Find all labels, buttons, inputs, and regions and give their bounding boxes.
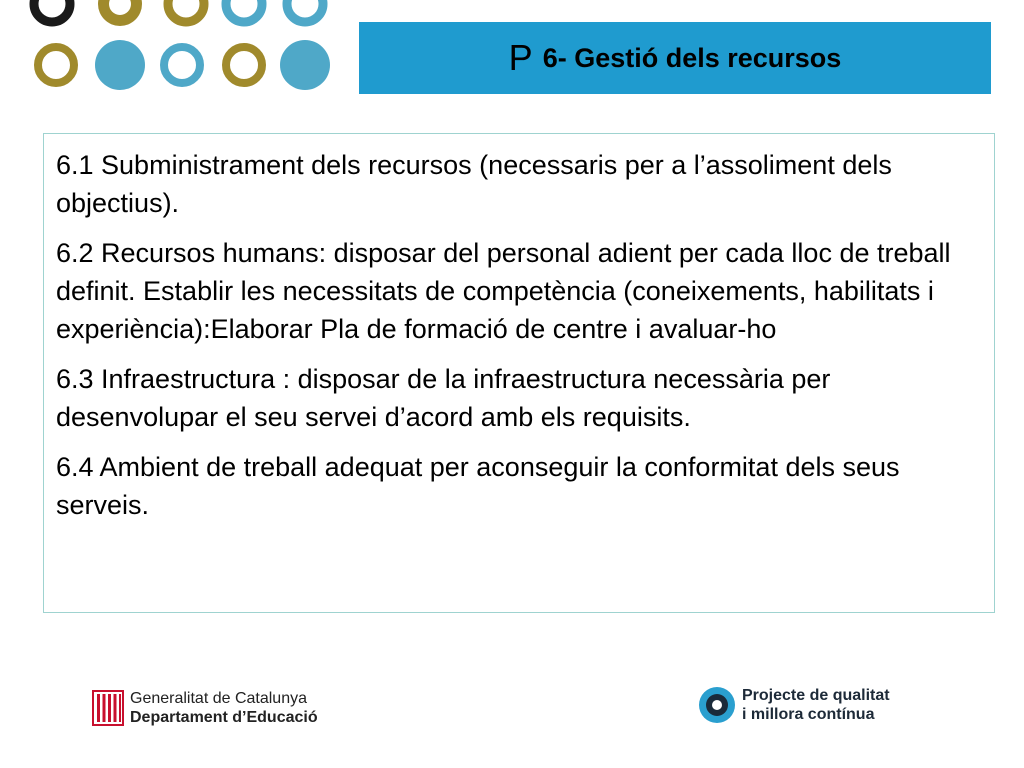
generalitat-footer	[92, 688, 318, 728]
footer-project-line2: i millora contínua	[742, 706, 875, 723]
generalitat-logo-icon	[92, 690, 124, 726]
qualitat-footer	[698, 684, 890, 726]
slide-title	[359, 22, 991, 94]
title-prefix: P	[508, 37, 533, 78]
paragraph-6-2: 6.2 Recursos humans: disposar del personal adient per cada lloc de treball definit. Establir les necessitats de competència (coneixements, habilitats i experiència):Elaborar Pla de formació de centre i avaluar-ho	[56, 238, 951, 344]
title-text: 6- Gestió dels recursos	[542, 42, 842, 73]
content-box	[43, 133, 995, 613]
footer-org-name: Generalitat de Catalunya	[130, 690, 307, 707]
paragraph-6-4: 6.4 Ambient de treball adequat per aconseguir la conformitat dels seus serveis.	[56, 452, 900, 520]
footer-project-line1: Projecte de qualitat	[742, 687, 890, 704]
paragraph-6-3: 6.3 Infraestructura : disposar de la infraestructura necessària per desenvolupar el seu servei d’acord amb els requisits.	[56, 364, 831, 432]
decorative-circles-icon	[0, 0, 340, 100]
footer-dept-name: Departament d’Educació	[130, 709, 318, 726]
paragraph-6-1: 6.1 Subministrament dels recursos (necessaris per a l’assoliment dels objectius).	[56, 150, 892, 218]
qualitat-logo-icon	[698, 686, 736, 724]
